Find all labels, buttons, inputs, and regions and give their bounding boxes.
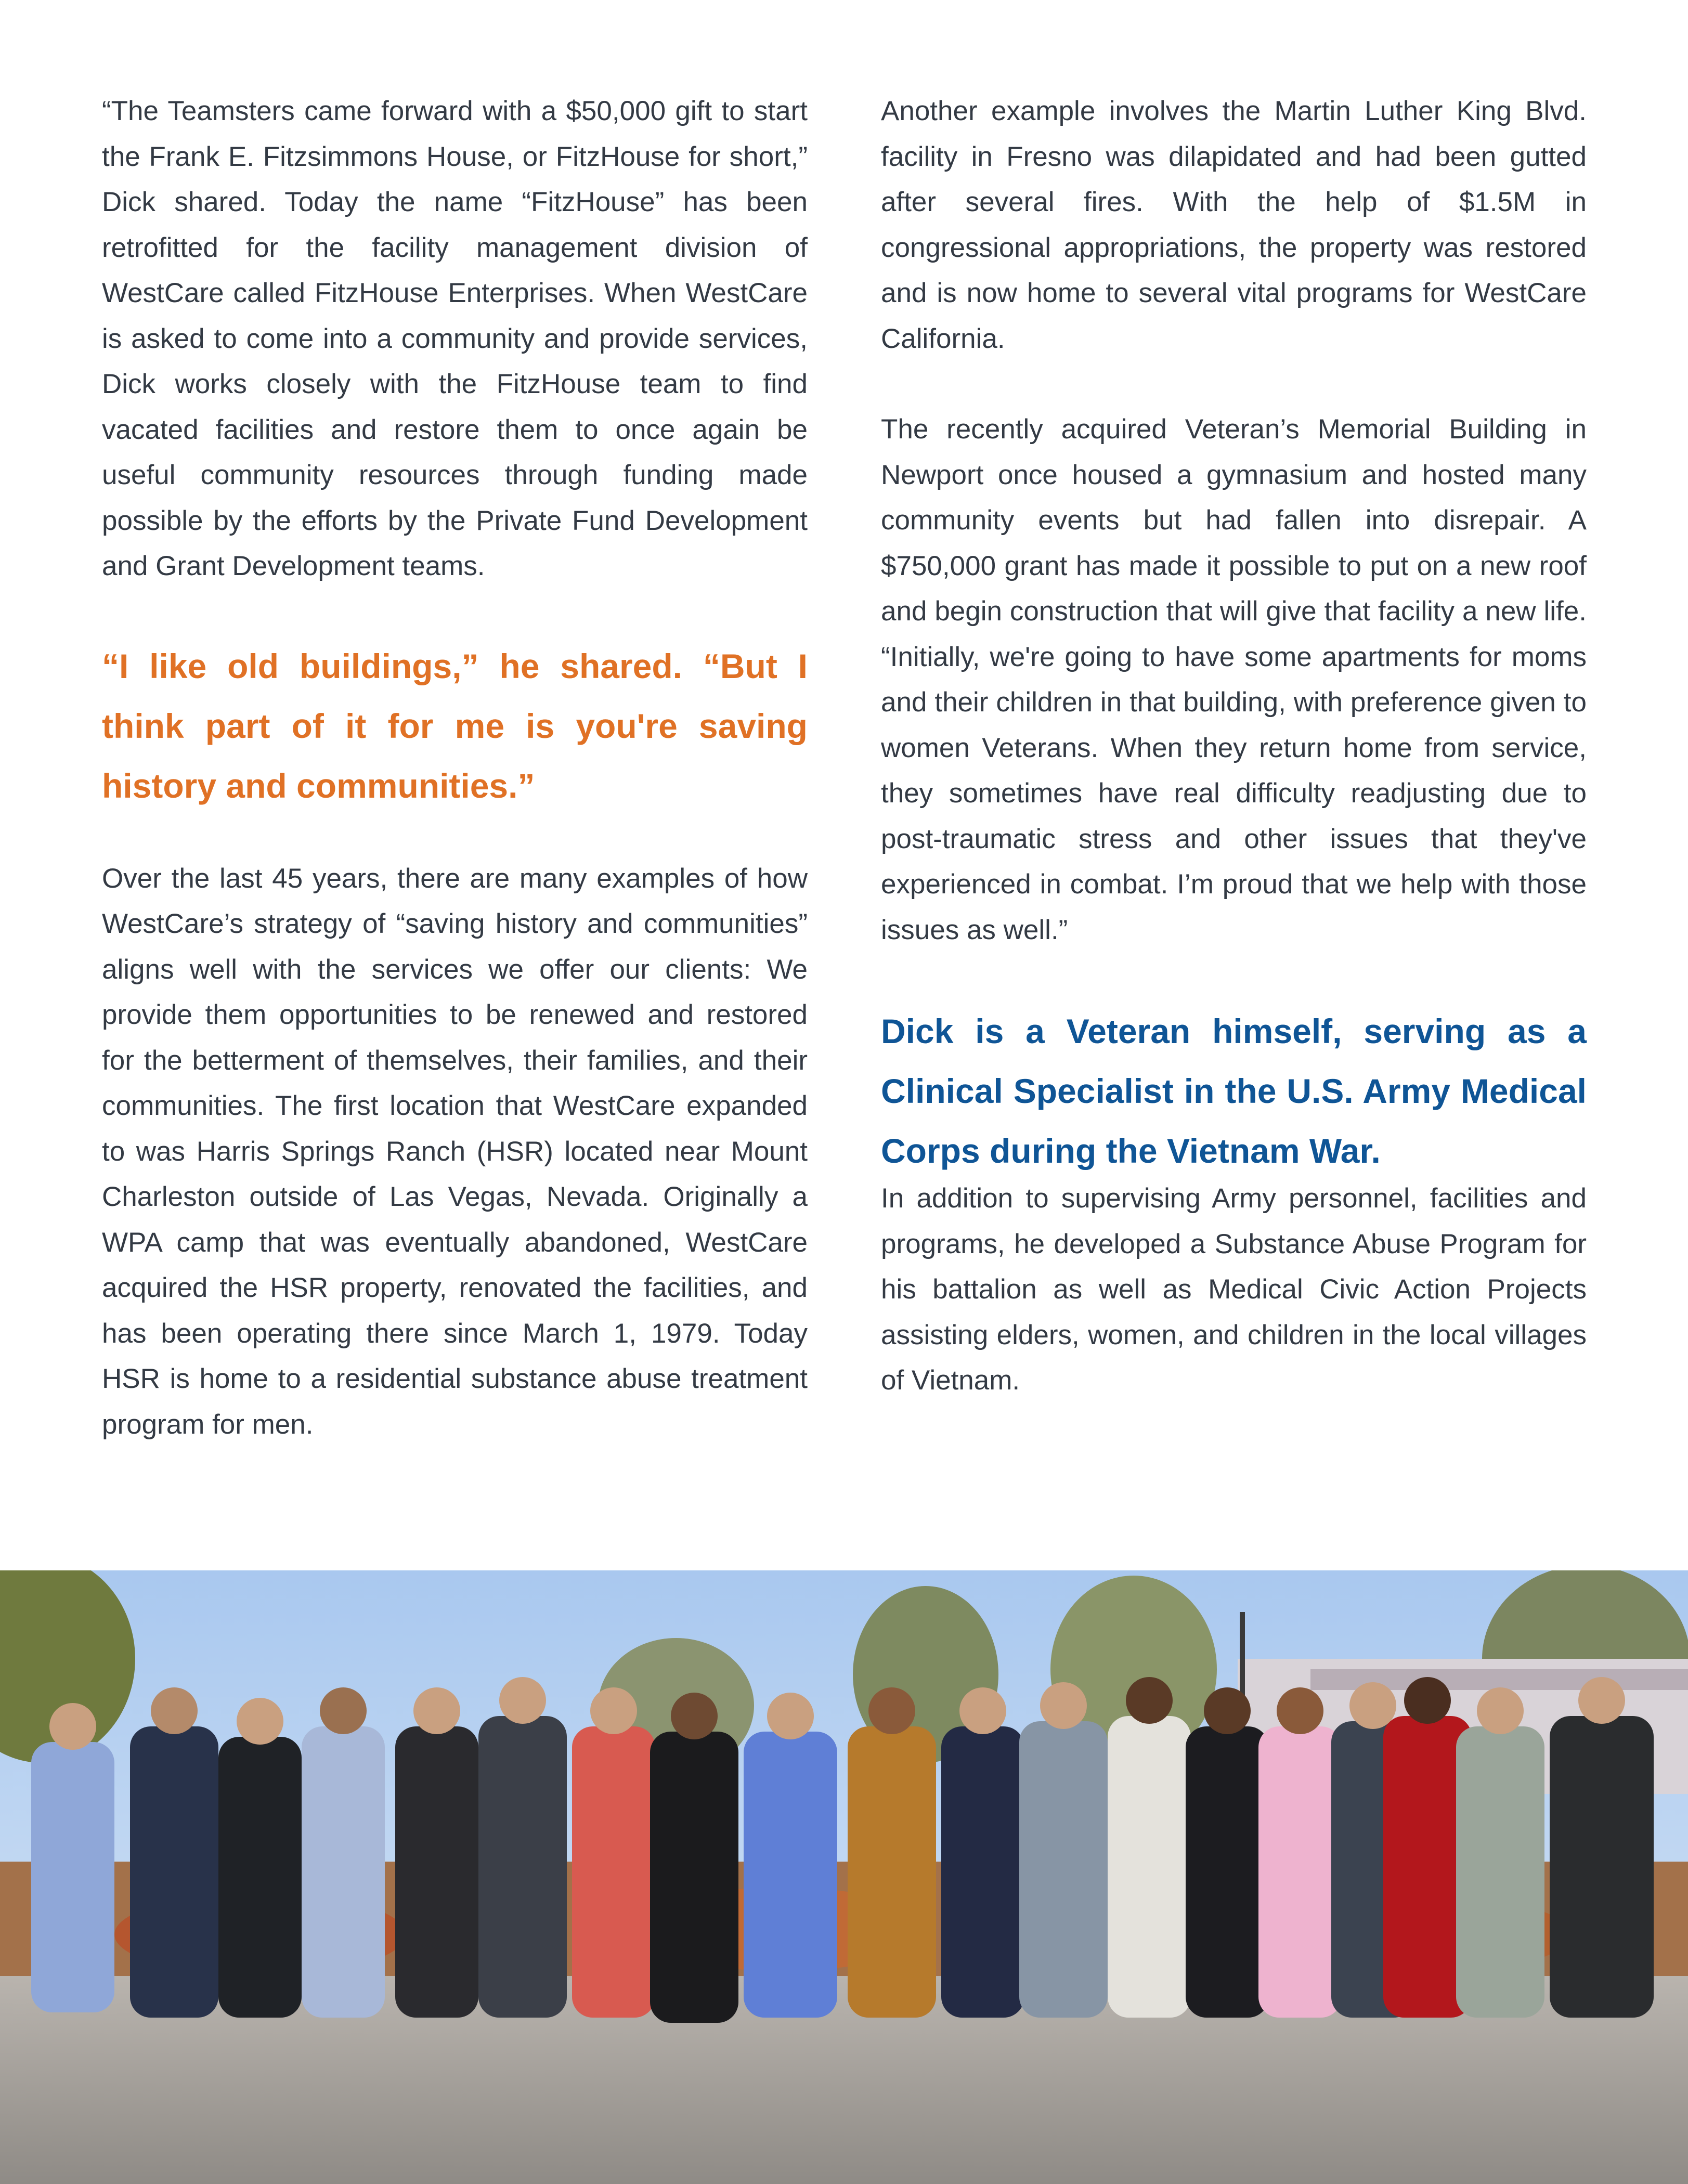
group-photo-icon [0,1570,1688,2184]
right-column [881,88,1587,1403]
group-photo [0,1570,1688,2184]
body-paragraph: “The Teamsters came forward with a $50,000 gift to start the Frank E. Fitzsimmons House, or FitzHouse for short,” Dick shared. Today the name “FitzHouse” has been retrofitted for the facility management division of WestCare called FitzHouse Enterprises. When WestCare is asked to come into a community and provide services, Dick works closely with the FitzHouse team to find vacated facilities and restore them to once again be useful community resources through funding made possible by the efforts by the Private Fund Development and Grant Development teams. [102,96,808,581]
body-paragraph: Another example involves the Martin Luther King Blvd. facility in Fresno was dilapidated and had been gutted after several fires. With the help of $1.5M in congressional appropriations, the property was restored and is now home to several vital programs for WestCare California. [881,96,1587,354]
pull-quote: “I like old buildings,” he shared. “But I think part of it for me is you're saving history and communities.” [102,646,808,805]
body-paragraph: In addition to supervising Army personnel, facilities and programs, he developed a Substance Abuse Program for his battalion as well as Medical Civic Action Projects assisting elders, women, and children in the local villages of Vietnam. [881,1183,1587,1396]
left-column [102,88,808,1447]
body-paragraph: Over the last 45 years, there are many examples of how WestCare’s strategy of “saving history and communities” aligns well with the services we offer our clients: We provide them opportunities to be renewed and restored for the betterment of themselves, their families, and their communities. The first location that WestCare expanded to was Harris Springs Ranch (HSR) located near Mount Charleston outside of Las Vegas, Nevada. Originally a WPA camp that was eventually abandoned, WestCare acquired the HSR property, renovated the facilities, and has been operating there since March 1, 1979. Today HSR is home to a residential substance abuse treatment program for men. [102,863,808,1440]
pull-quote: Dick is a Veteran himself, serving as a Clinical Specialist in the U.S. Army Medical Corps during the Vietnam War. [881,1012,1587,1170]
body-paragraph: The recently acquired Veteran’s Memorial Building in Newport once housed a gymnasium and hosted many community events but had fallen into disrepair. A $750,000 grant has made it possible to put on a new roof and begin construction that will give that facility a new life. “Initially, we're going to have some apartments for moms and their children in that building, with preference given to women Veterans. When they return home from service, they sometimes have real difficulty readjusting due to post-traumatic stress and other issues that they've experienced in combat. I’m proud that we help with those issues as well.” [881,414,1587,945]
